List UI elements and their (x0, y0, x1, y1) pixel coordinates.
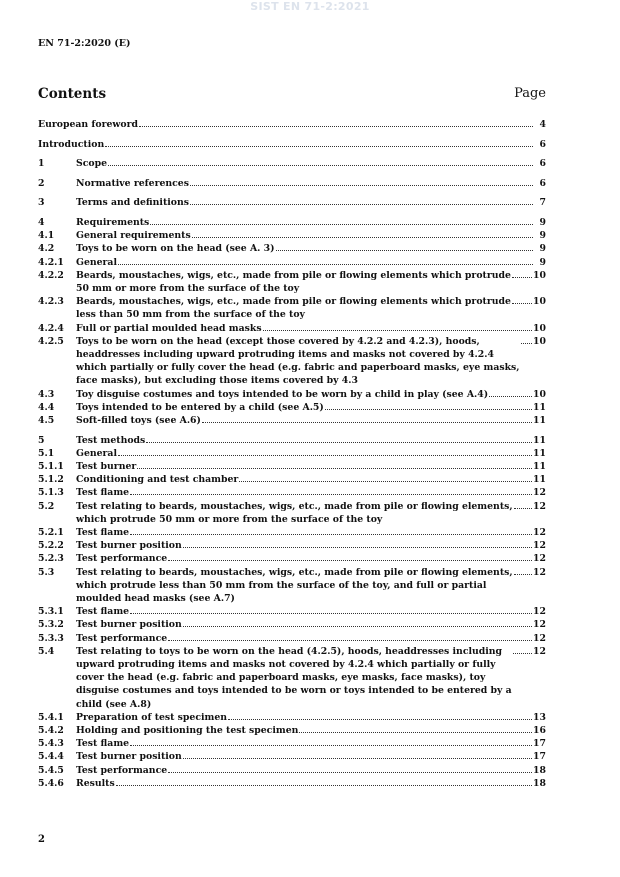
toc-entry[interactable] (38, 177, 546, 190)
toc-entry-title: Test performance (76, 764, 168, 776)
dot-leader (183, 625, 532, 627)
toc-entry-title: Beards, moustaches, wigs, etc., made from pile or flowing elements which protrude 50 mm or more from the surface of the toy (76, 269, 511, 294)
toc-entry-number: 5.3 (38, 566, 55, 578)
toc-entry-page: 12 (533, 553, 546, 565)
toc-entry-title: Test burner (76, 461, 137, 473)
toc-entry-title: Toy disguise costumes and toys intended to be worn by a child in play (see A.4) (76, 388, 489, 400)
toc-entry[interactable] (38, 460, 546, 473)
dot-leader (168, 559, 532, 561)
toc-entry[interactable] (38, 711, 546, 724)
toc-entry-title: European foreword (38, 119, 138, 130)
toc-entry[interactable] (38, 552, 546, 565)
dot-leader (130, 612, 532, 614)
toc-entry-title: Test methods (76, 434, 146, 446)
watermark: SIST EN 71-2:2021 (250, 0, 370, 13)
toc-entry[interactable] (38, 737, 546, 750)
toc-entry-page: 6 (539, 158, 546, 170)
toc-entry-number: 5 (38, 434, 45, 446)
toc-entry-title: Scope (76, 158, 107, 170)
toc-entry[interactable] (38, 157, 546, 170)
toc-entry-number: 4.2.3 (38, 296, 64, 308)
toc-entry-title: General (76, 256, 117, 268)
toc-entry-page: 4 (539, 119, 546, 130)
toc-entry[interactable] (38, 118, 546, 131)
dot-leader (190, 184, 533, 186)
toc-entry-page: 6 (539, 177, 546, 189)
dot-leader (130, 493, 532, 495)
toc-entry-number: 5.4.6 (38, 777, 64, 789)
toc-entry-page: 6 (539, 138, 546, 150)
toc-entry-number: 5.4.1 (38, 711, 64, 723)
dot-leader (168, 771, 532, 773)
toc-entry-page: 9 (539, 243, 546, 255)
toc-entry[interactable] (38, 388, 546, 401)
toc-entry-number: 3 (38, 197, 45, 209)
toc-entry-number: 5.2 (38, 500, 55, 512)
toc-entry-title: Test performance (76, 632, 168, 644)
dot-leader (118, 263, 533, 265)
toc-entry[interactable] (38, 414, 546, 427)
toc-entry-title: Beards, moustaches, wigs, etc., made from pile or flowing elements which protrude less than 50 mm from the surface of the toy (76, 296, 511, 321)
toc-entry-title: Full or partial moulded head masks (76, 322, 262, 334)
toc-entry-number: 4.1 (38, 230, 55, 242)
toc-entry-page: 12 (533, 645, 546, 657)
toc-entry[interactable] (38, 216, 546, 229)
dot-leader (514, 573, 532, 575)
dot-leader (299, 731, 532, 733)
toc-entry[interactable] (38, 434, 546, 447)
toc-entry-number: 4 (38, 216, 45, 228)
toc-entry-number: 5.4 (38, 645, 55, 657)
toc-entry-page: 9 (539, 230, 546, 242)
toc-entry[interactable] (38, 295, 546, 321)
toc-entry[interactable] (38, 500, 546, 526)
toc-entry[interactable] (38, 447, 546, 460)
dot-leader (192, 236, 533, 238)
toc-entry-number: 4.2.2 (38, 269, 64, 281)
dot-leader (276, 249, 534, 251)
toc-entry[interactable] (38, 401, 546, 414)
toc-entry-page: 18 (533, 777, 546, 789)
toc-entry[interactable] (38, 777, 546, 790)
toc-entry-page: 11 (533, 474, 546, 486)
toc-entry[interactable] (38, 196, 546, 209)
contents-title: Contents (38, 86, 107, 102)
document-header: EN 71-2:2020 (E) (38, 38, 131, 49)
toc-entry-page: 11 (533, 461, 546, 473)
toc-entry-title: Holding and positioning the test specimen (76, 725, 299, 737)
toc-entry-page: 12 (533, 527, 546, 539)
toc-entry[interactable] (38, 539, 546, 552)
toc-entry-number: 5.4.4 (38, 751, 64, 763)
toc-entry-number: 5.3.3 (38, 632, 64, 644)
toc-entry[interactable] (38, 750, 546, 763)
toc-entry-number: 5.1 (38, 447, 55, 459)
dot-leader (150, 223, 533, 225)
toc-entry[interactable] (38, 566, 546, 606)
toc-entry-page: 12 (533, 619, 546, 631)
dot-leader (521, 342, 533, 344)
dot-leader (116, 784, 532, 786)
toc-entry-title: General (76, 447, 117, 459)
toc-entry-number: 4.2 (38, 243, 55, 255)
page-number: 2 (38, 834, 45, 845)
toc-entry-page: 7 (539, 197, 546, 209)
toc-entry[interactable] (38, 605, 546, 618)
toc-entry[interactable] (38, 322, 546, 335)
dot-leader (139, 125, 533, 127)
toc-entry-number: 5.3.2 (38, 619, 64, 631)
toc-entry-page: 12 (533, 500, 546, 512)
dot-leader (137, 467, 532, 469)
toc-entry-number: 2 (38, 177, 45, 189)
dot-leader (183, 546, 532, 548)
toc-entry-number: 5.4.2 (38, 725, 64, 737)
toc-entry-number: 4.2.4 (38, 322, 64, 334)
toc-entry-title: Conditioning and test chamber (76, 474, 239, 486)
dot-leader (512, 302, 532, 304)
toc-entry-page: 9 (539, 216, 546, 228)
page-column-label: Page (514, 86, 546, 101)
dot-leader (118, 454, 532, 456)
dot-leader (489, 395, 532, 397)
toc-entry[interactable] (38, 335, 546, 388)
dot-leader (190, 203, 533, 205)
toc-entry-title: Terms and definitions (76, 197, 189, 209)
toc-entry-title: Test flame (76, 606, 130, 618)
dot-leader (513, 652, 532, 654)
dot-leader (146, 441, 532, 443)
toc-entry-title: Test relating to beards, moustaches, wigs, etc., made from pile or flowing elements, which protrude 50 mm or more from the surface of the toy (76, 500, 513, 525)
dot-leader (130, 744, 532, 746)
toc-entry-number: 5.1.1 (38, 461, 64, 473)
toc-entry-page: 17 (533, 751, 546, 763)
toc-entry[interactable] (38, 229, 546, 242)
toc-entry-page: 12 (533, 606, 546, 618)
toc-entry-title: Test burner position (76, 619, 182, 631)
dot-leader (512, 276, 532, 278)
toc-entry-title: Test relating to beards, moustaches, wigs, etc., made from pile or flowing elements, which protrude less than 50 mm from the surface of the toy, and full or partial moulded head masks (see A.7) (76, 566, 513, 605)
toc-entry-page: 18 (533, 764, 546, 776)
toc-entry-number: 5.4.3 (38, 738, 64, 750)
toc-entry-page: 11 (533, 434, 546, 446)
dot-leader (108, 164, 533, 166)
toc-entry-number: 5.2.2 (38, 540, 64, 552)
toc-entry-number: 5.1.2 (38, 474, 64, 486)
toc-entry[interactable] (38, 526, 546, 539)
toc-entry-page: 12 (533, 487, 546, 499)
toc-entry[interactable] (38, 256, 546, 269)
toc-entry[interactable] (38, 473, 546, 486)
toc-entry-title: Toys to be worn on the head (except those covered by 4.2.2 and 4.2.3), hoods, headdresses including upward protruding items and masks not covered by 4.2.4 which partially or fully cover the head (e.g. fabric and paperboard masks, eye masks, face masks), but excluding those items covered by 4.3 (76, 335, 520, 387)
toc-entry-page: 12 (533, 632, 546, 644)
toc-entry-page: 9 (539, 256, 546, 268)
toc-entry[interactable] (38, 138, 546, 151)
toc-entry-page: 16 (533, 725, 546, 737)
dot-leader (263, 329, 532, 331)
toc-entry[interactable] (38, 486, 546, 499)
toc-entry-title: Preparation of test specimen (76, 711, 228, 723)
dot-leader (514, 507, 532, 509)
toc-entry-page: 13 (533, 711, 546, 723)
toc-entry-title: Test flame (76, 487, 130, 499)
table-of-contents (38, 118, 546, 790)
toc-entry-number: 1 (38, 158, 45, 170)
toc-entry[interactable] (38, 764, 546, 777)
dot-leader (183, 757, 532, 759)
toc-entry-title: Test flame (76, 738, 130, 750)
toc-entry-page: 11 (533, 401, 546, 413)
toc-entry-number: 5.1.3 (38, 487, 64, 499)
toc-entry-title: Toys to be worn on the head (see A. 3) (76, 243, 275, 255)
dot-leader (202, 421, 532, 423)
toc-entry-page: 12 (533, 566, 546, 578)
toc-entry[interactable] (38, 645, 546, 711)
dot-leader (325, 408, 532, 410)
toc-entry-title: Test flame (76, 527, 130, 539)
toc-entry-page: 11 (533, 447, 546, 459)
toc-entry-title: Soft-filled toys (see A.6) (76, 415, 201, 427)
toc-entry-title: Test relating to toys to be worn on the head (4.2.5), hoods, headdresses including upward protruding items and masks not covered by 4.2.4 which partially or fully cover the head (e.g. fabric and paperboard masks, eye masks, face masks), toy disguise costumes and toys intended to be worn or toys intended to be entered by a child (see A.8) (76, 645, 512, 710)
toc-entry-title: Test burner position (76, 540, 182, 552)
toc-entry-title: Introduction (38, 138, 105, 150)
toc-entry-number: 4.2.5 (38, 335, 64, 347)
dot-leader (168, 639, 532, 641)
toc-entry-number: 5.2.3 (38, 553, 64, 565)
toc-entry-number: 5.2.1 (38, 527, 64, 539)
toc-entry[interactable] (38, 242, 546, 255)
toc-entry-title: Test performance (76, 553, 168, 565)
toc-entry-page: 10 (533, 322, 546, 334)
toc-entry-number: 4.3 (38, 388, 55, 400)
toc-entry-page: 10 (533, 269, 546, 281)
toc-entry[interactable] (38, 724, 546, 737)
toc-entry-page: 10 (533, 296, 546, 308)
dot-leader (239, 480, 532, 482)
toc-entry-number: 4.4 (38, 401, 55, 413)
toc-entry[interactable] (38, 632, 546, 645)
toc-entry-number: 5.4.5 (38, 764, 64, 776)
toc-entry-title: Test burner position (76, 751, 182, 763)
toc-entry-title: Results (76, 777, 115, 789)
toc-entry-title: General requirements (76, 230, 191, 242)
toc-entry-number: 5.3.1 (38, 606, 64, 618)
toc-entry-title: Normative references (76, 177, 189, 189)
toc-entry-page: 10 (533, 388, 546, 400)
dot-leader (105, 145, 533, 147)
toc-entry-page: 10 (533, 335, 546, 347)
toc-entry-title: Toys intended to be entered by a child (see A.5) (76, 401, 324, 413)
dot-leader (130, 533, 532, 535)
toc-entry-page: 11 (533, 415, 546, 427)
toc-entry-page: 12 (533, 540, 546, 552)
dot-leader (228, 718, 532, 720)
toc-entry-number: 4.5 (38, 415, 55, 427)
toc-entry-page: 17 (533, 738, 546, 750)
toc-entry[interactable] (38, 269, 546, 295)
toc-entry-number: 4.2.1 (38, 256, 64, 268)
toc-entry-title: Requirements (76, 216, 150, 228)
toc-entry[interactable] (38, 618, 546, 631)
